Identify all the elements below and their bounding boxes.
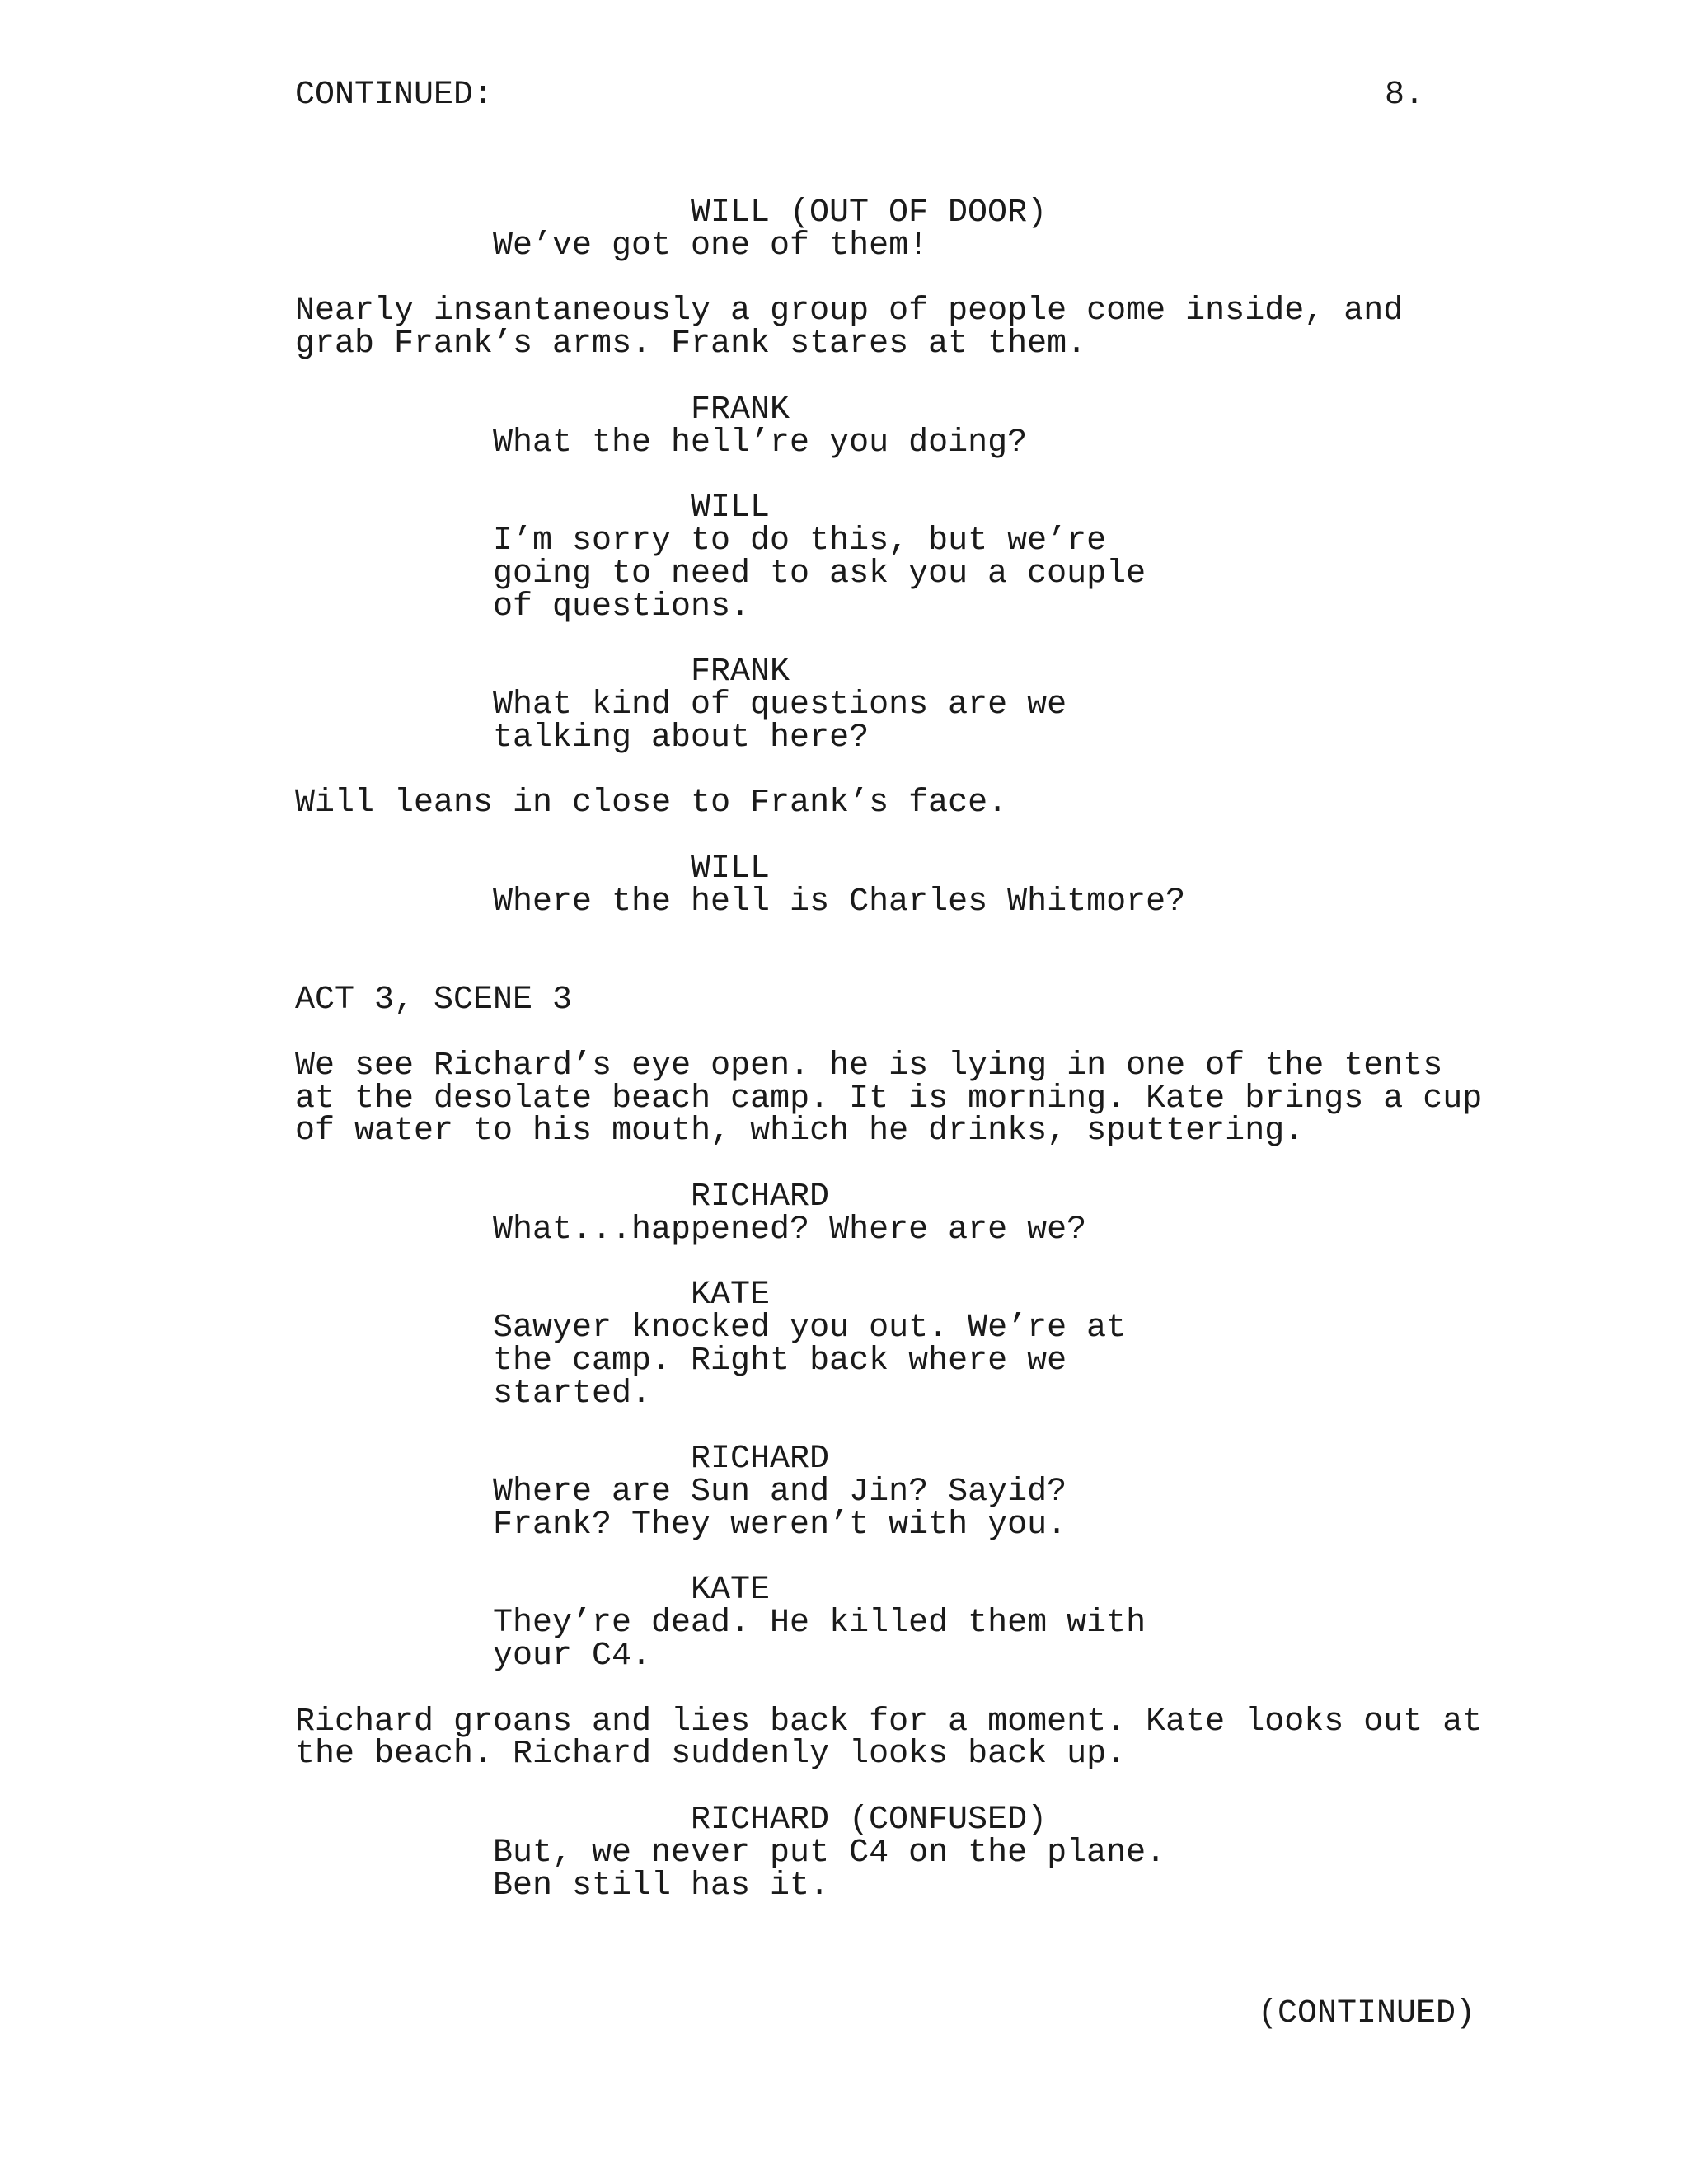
action-block xyxy=(295,295,1482,361)
action-line: of water to his mouth, which he drinks, sputtering. xyxy=(295,1113,1305,1151)
character-line: WILL xyxy=(691,850,771,888)
dialogue-line: They’re dead. He killed them with xyxy=(493,1605,1146,1643)
action-block xyxy=(295,785,1482,823)
dialogue-line: What kind of questions are we xyxy=(493,686,1067,724)
continued-header: CONTINUED: xyxy=(295,77,494,114)
character-block xyxy=(295,492,1482,525)
dialogue-line: Ben still has it. xyxy=(493,1867,830,1905)
blank-line xyxy=(295,1410,1482,1443)
blank-line xyxy=(295,1247,1482,1280)
dialogue-line: of questions. xyxy=(493,588,751,626)
dialogue-line: I’m sorry to do this, but we’re xyxy=(493,522,1107,560)
dialogue-block xyxy=(295,424,1482,462)
dialogue-block xyxy=(295,686,1482,757)
dialogue-line: going to need to ask you a couple xyxy=(493,555,1146,593)
character-block xyxy=(295,391,1482,429)
dialogue-line: Where the hell is Charles Whitmore? xyxy=(493,883,1186,921)
dialogue-line: What...happened? Where are we? xyxy=(493,1211,1087,1249)
scene-block xyxy=(295,984,1482,1017)
dialogue-block xyxy=(295,883,1482,921)
dialogue-line: But, we never put C4 on the plane. xyxy=(493,1834,1166,1872)
character-line: RICHARD (CONFUSED) xyxy=(691,1802,1048,1840)
character-line: WILL (OUT OF DOOR) xyxy=(691,194,1048,232)
dialogue-line: We’ve got one of them! xyxy=(493,227,929,265)
blank-line xyxy=(295,1148,1482,1181)
character-line: RICHARD xyxy=(691,1441,830,1479)
blank-line xyxy=(295,1017,1482,1050)
blank-line xyxy=(295,361,1482,394)
action-line: at the desolate beach camp. It is morning. Kate brings a cup xyxy=(295,1080,1483,1118)
character-block xyxy=(295,1802,1482,1840)
character-line: KATE xyxy=(691,1572,771,1610)
dialogue-line: Sawyer knocked you out. We’re at xyxy=(493,1310,1127,1347)
blank-line xyxy=(295,820,1482,853)
dialogue-line: Where are Sun and Jin? Sayid? xyxy=(493,1474,1067,1511)
script-body xyxy=(295,194,1483,1905)
blank-line xyxy=(295,1542,1482,1575)
blank-line xyxy=(295,459,1482,492)
dialogue-block xyxy=(295,1834,1482,1905)
dialogue-block xyxy=(295,522,1482,626)
dialogue-block xyxy=(295,1211,1482,1249)
dialogue-line: talking about here? xyxy=(493,719,870,757)
blank-line xyxy=(295,1673,1482,1706)
blank-line xyxy=(295,1771,1482,1804)
blank-line xyxy=(295,263,1482,296)
blank-line xyxy=(295,951,1482,984)
dialogue-block xyxy=(295,1607,1482,1673)
dialogue-line: your C4. xyxy=(493,1638,652,1675)
dialogue-block xyxy=(295,227,1482,265)
dialogue-line: the camp. Right back where we xyxy=(493,1342,1067,1380)
character-block xyxy=(295,1178,1482,1216)
action-line: Richard groans and lies back for a moment. Kate looks out at xyxy=(295,1703,1483,1741)
continued-footer: (CONTINUED) xyxy=(1257,1995,1475,2032)
character-line: KATE xyxy=(691,1277,771,1315)
character-block xyxy=(295,194,1482,232)
blank-line xyxy=(295,755,1482,788)
character-line: FRANK xyxy=(691,391,790,429)
action-line: Nearly insantaneously a group of people come inside, and xyxy=(295,293,1404,330)
blank-line xyxy=(295,919,1482,952)
action-line: Will leans in close to Frank’s face. xyxy=(295,785,1008,823)
action-line: grab Frank’s arms. Frank stares at them. xyxy=(295,326,1087,363)
dialogue-line: Frank? They weren’t with you. xyxy=(493,1506,1067,1544)
page-number: 8. xyxy=(1384,77,1424,114)
character-line: FRANK xyxy=(691,654,790,691)
character-block xyxy=(295,850,1482,888)
character-line: WILL xyxy=(691,490,771,527)
dialogue-line: started. xyxy=(493,1375,652,1413)
character-block xyxy=(295,1572,1482,1610)
character-block xyxy=(295,1277,1482,1315)
character-line: RICHARD xyxy=(691,1178,830,1216)
dialogue-line: What the hell’re you doing? xyxy=(493,424,1028,462)
character-block xyxy=(295,1441,1482,1479)
character-block xyxy=(295,656,1482,689)
action-block xyxy=(295,1047,1483,1151)
action-block xyxy=(295,1703,1483,1774)
blank-line xyxy=(295,623,1482,656)
action-line: the beach. Richard suddenly looks back up. xyxy=(295,1736,1127,1774)
action-line: We see Richard’s eye open. he is lying in one of the tents xyxy=(295,1047,1443,1085)
scene-line: ACT 3, SCENE 3 xyxy=(295,982,573,1019)
dialogue-block xyxy=(295,1476,1482,1542)
dialogue-block xyxy=(295,1310,1482,1413)
